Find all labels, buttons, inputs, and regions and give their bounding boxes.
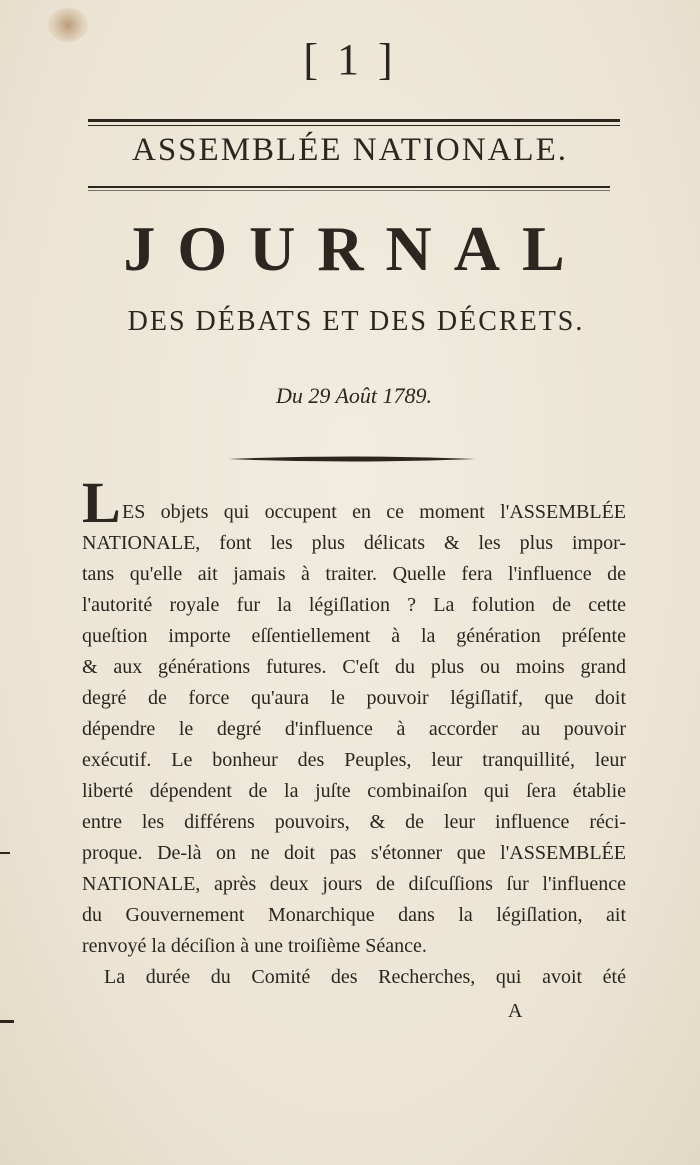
- text-line-5: queſtion importe eſſentiellement à la génération préſente: [82, 625, 626, 647]
- assembly-header: ASSEMBLÉE NATIONALE.: [132, 132, 568, 168]
- drop-cap: L: [82, 470, 121, 535]
- text-line-14: du Gouvernement Monarchique dans la légiſlation, ait: [82, 904, 626, 926]
- text-line-9: exécutif. Le bonheur des Peuples, leur tranquillité, leur: [82, 749, 626, 771]
- edge-mark: [0, 1020, 14, 1023]
- page-number: [ 1 ]: [303, 35, 397, 84]
- text-line-2: NATIONALE, font les plus délicats & les plus impor-: [82, 532, 626, 554]
- header-rule-top: [88, 119, 620, 122]
- text-line-13: NATIONALE, après deux jours de diſcuſſions ſur l'influence: [82, 873, 626, 895]
- text-line-8: dépendre le degré d'influence à accorder au pouvoir: [82, 718, 626, 740]
- text-line-10: liberté dépendent de la juſte combinaiſon qui ſera établie: [82, 780, 626, 802]
- text-line-15: renvoyé la déciſion à une troiſième Séance.: [82, 935, 427, 957]
- text-line-7: degré de force qu'aura le pouvoir légiſlatif, que doit: [82, 687, 626, 709]
- issue-date: Du 29 Août 1789.: [275, 383, 433, 408]
- text-line-1: ES objets qui occupent en ce moment l'ASSEMBLÉE: [122, 501, 626, 523]
- text-line-6: & aux générations futures. C'eſt du plus ou moins grand: [82, 656, 626, 678]
- header-rule-bottom: [88, 186, 610, 188]
- header-rule-top-thin: [88, 125, 620, 126]
- text-line-12: proque. De-là on ne doit pas s'étonner que l'ASSEMBLÉE: [82, 842, 626, 864]
- text-line-16: La durée du Comité des Recherches, qui avoit été: [104, 966, 626, 988]
- edge-mark: [0, 852, 10, 854]
- journal-subtitle: DES DÉBATS ET DES DÉCRETS.: [127, 306, 585, 337]
- journal-title: JOURNAL: [123, 213, 587, 284]
- catchword: A: [508, 1000, 523, 1022]
- ornamental-rule: [228, 455, 476, 463]
- text-line-4: l'autorité royale fur la légiſlation ? La folution de cette: [82, 594, 626, 616]
- text-line-3: tans qu'elle ait jamais à traiter. Quelle fera l'influence de: [82, 563, 626, 585]
- text-line-11: entre les différens pouvoirs, & de leur influence réci-: [82, 811, 626, 833]
- header-rule-bottom-thin: [88, 190, 610, 191]
